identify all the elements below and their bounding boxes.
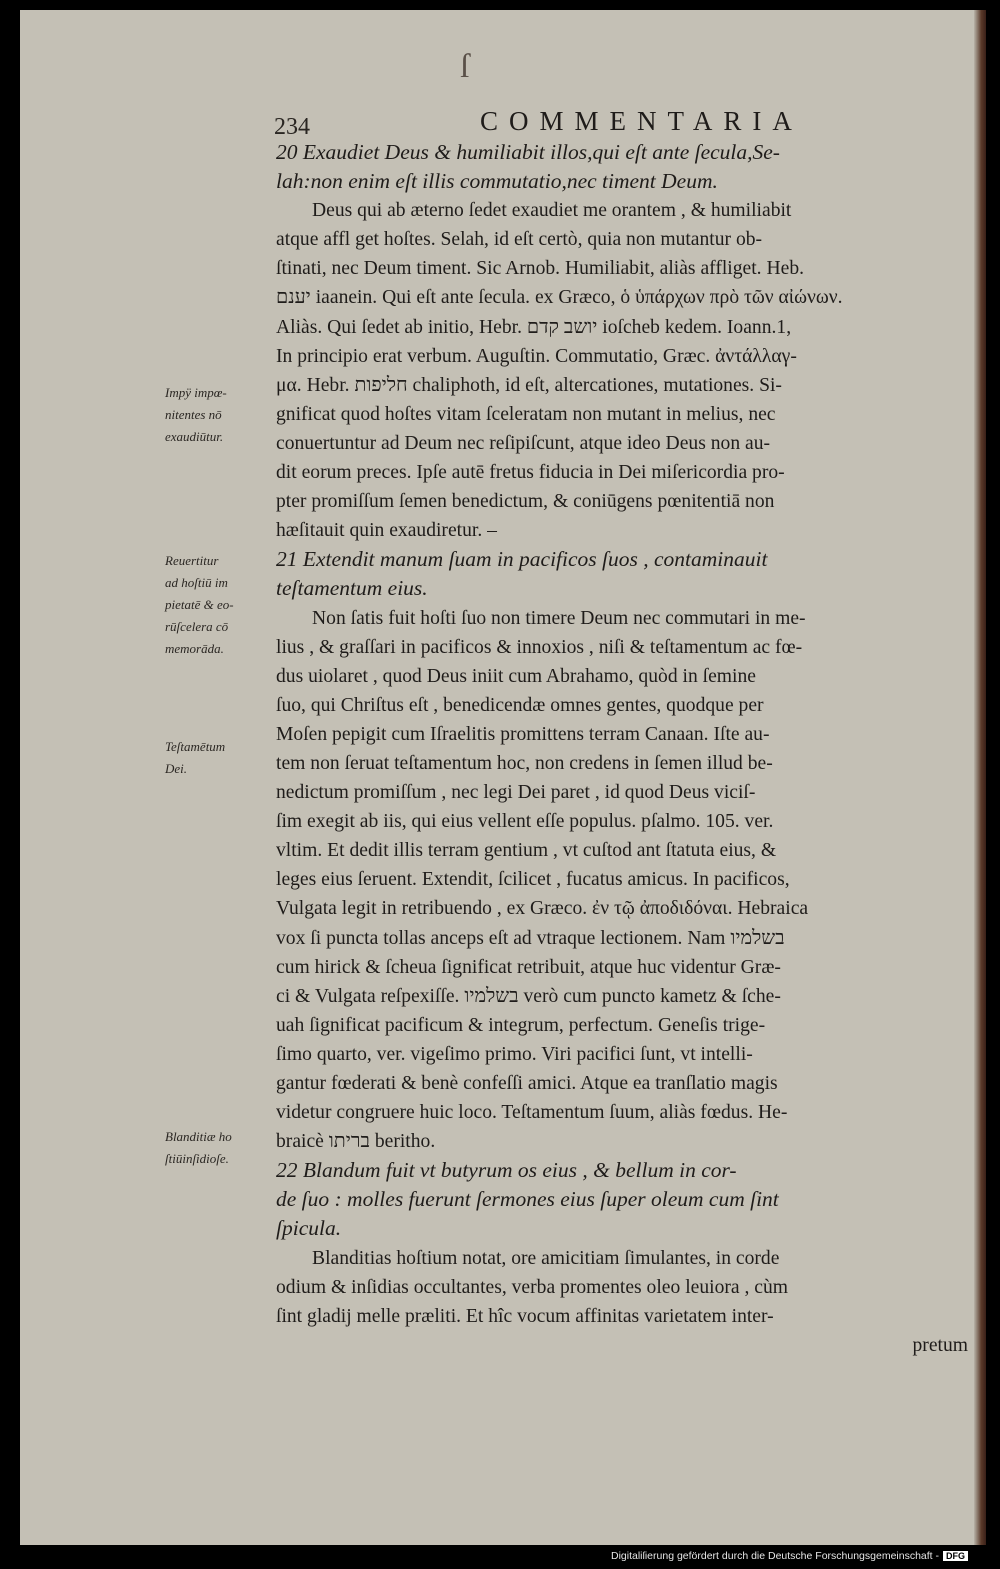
text-line: dit eorum preces. Ipſe autē fretus fiducia in Dei miſericordia pro-: [276, 462, 785, 484]
margin-line: Dei.: [165, 761, 188, 776]
margin-note-impii: [165, 382, 273, 448]
page-number: 234: [274, 114, 310, 140]
text-line: odium & inſidias occultantes, verba promentes oleo leuiora , cùm: [276, 1276, 789, 1298]
text-line: יענם iaanein. Qui eſt ante ſecula. ex Græco, ὁ ὑπάρχων πρὸ τῶν αἰώνων.: [276, 287, 843, 309]
text-line: dus uiolaret , quod Deus iniit cum Abrahamo, quòd in ſemine: [276, 665, 756, 687]
text-line: cum hirick & ſcheua ſignificat retribuit, atque huc videntur Græ-: [276, 956, 781, 978]
verse-22: [276, 1156, 976, 1243]
text-line: conuertuntur ad Deum nec reſipiſcunt, atque ideo Deus non au-: [276, 432, 771, 454]
text-line: lah:non enim eſt illis commutatio,nec timent Deum.: [276, 169, 718, 194]
text-line: ſtinati, nec Deum timent. Sic Arnob. Humiliabit, aliàs affliget. Heb.: [276, 258, 805, 280]
margin-note-reuertitur: [165, 550, 273, 660]
text-line: ſpicula.: [276, 1216, 342, 1241]
margin-line: Blanditiæ ho: [165, 1129, 232, 1144]
text-line: 21 Extendit manum ſuam in pacificos ſuos , contaminauit: [276, 547, 768, 572]
text-line: de ſuo : molles fuerunt ſermones eius ſuper oleum cum ſint: [276, 1187, 779, 1212]
text-line: pter promiſſum ſemen benedictum, & coniūgens pœnitentiā non: [276, 491, 775, 513]
text-line: leges eius ſeruent. Extendit, ſcilicet , fucatus amicus. In pacificos,: [276, 869, 790, 891]
text-line: In principio erat verbum. Auguſtin. Commutatio, Græc. ἀντάλλαγ-: [276, 345, 797, 367]
text-line: Aliàs. Qui ſedet ab initio, Hebr. יושב קדם ioſcheb kedem. Ioann.1,: [276, 316, 792, 338]
text-line: ſimo quarto, ver. vigeſimo primo. Viri pacifici ſunt, vt intelli-: [276, 1043, 753, 1065]
text-line: Non ſatis fuit hoſti ſuo non timere Deum nec commutari in me-: [312, 607, 806, 629]
digitization-footer: [611, 1550, 968, 1562]
text-line: vltim. Et dedit illis terram gentium , vt cuſtod ant ſtatuta eius, &: [276, 840, 777, 862]
footer-text: Digitaliſierung gefördert durch die Deutsche Forschungsgemeinschaft -: [611, 1550, 940, 1562]
margin-note-testamentum: [165, 736, 273, 780]
text-line: videtur congruere huic loco. Teſtamentum ſuum, aliàs fœdus. He-: [276, 1102, 788, 1124]
verse-21: [276, 545, 976, 603]
main-text: [276, 138, 976, 1360]
text-line: uah ſignificat pacificum & integrum, perfectum. Geneſis trige-: [276, 1014, 766, 1036]
text-line: hæſitauit quin exaudiretur. –: [276, 520, 497, 542]
running-head: [20, 102, 986, 142]
catchword: pretum: [912, 1334, 968, 1356]
verse-20: [276, 138, 976, 196]
text-line: braicè בריתו beritho.: [276, 1131, 436, 1153]
margin-line: pietatē & eo-: [165, 597, 234, 612]
margin-line: Teſtamētum: [165, 739, 226, 754]
text-line: tem non ſeruat teſtamentum hoc, non credens in ſemen illud be-: [276, 752, 773, 774]
text-line: Moſen pepigit cum Iſraelitis promittens terram Canaan. Iſte au-: [276, 723, 770, 745]
running-title: COMMENTARIA: [480, 106, 803, 136]
commentary-21: [276, 604, 976, 1157]
margin-line: exaudiūtur.: [165, 429, 224, 444]
text-line: ci & Vulgata reſpexiſſe. בשלמיו verò cum puncto kametz & ſche-: [276, 985, 781, 1007]
book-page: [20, 10, 986, 1545]
margin-line: rūſcelera cō: [165, 619, 229, 634]
text-line: Vulgata legit in retribuendo , ex Græco. ἐν τῷ ἀποδιδόναι. Hebraica: [276, 898, 809, 920]
text-line: atque affl get hoſtes. Selah, id eſt certò, quia non mutantur ob-: [276, 229, 763, 251]
commentary-20: [276, 196, 976, 545]
text-line: lius , & graſſari in pacificos & innoxios , niſi & teſtamentum ac fœ-: [276, 636, 803, 658]
margin-line: ad hoſtiū im: [165, 575, 228, 590]
text-line: μα. Hebr. חליפות chaliphoth, id eſt, altercationes, mutationes. Si-: [276, 374, 782, 396]
text-line: 20 Exaudiet Deus & humiliabit illos,qui eſt ante ſecula,Se-: [276, 140, 780, 164]
margin-line: Impÿ impœ-: [165, 385, 227, 400]
margin-line: memorāda.: [165, 641, 224, 656]
text-line: 22 Blandum fuit vt butyrum os eius , & bellum in cor-: [276, 1158, 737, 1183]
text-line: ſint gladij melle præliti. Et hîc vocum affinitas varietatem inter-: [276, 1305, 774, 1327]
text-line: vox ſi puncta tollas anceps eſt ad vtraque lectionem. Nam בשלמיו: [276, 927, 785, 949]
dfg-logo: DFG: [943, 1551, 968, 1561]
margin-line: nitentes nō: [165, 407, 222, 422]
margin-note-blanditiae: [165, 1126, 273, 1170]
text-line: gantur fœderati & benè confeſſi amici. Atque ea tranſlatio magis: [276, 1073, 778, 1094]
text-line: teſtamentum eius.: [276, 576, 428, 601]
pencil-mark: ſ: [460, 48, 470, 85]
text-line: ſuo, qui Chriſtus eſt , benedicendæ omnes gentes, quodque per: [276, 694, 764, 716]
text-line: gnificat quod hoſtes vitam ſceleratam non mutant in melius, nec: [276, 403, 776, 425]
text-line: Deus qui ab æterno ſedet exaudiet me orantem , & humiliabit: [312, 200, 792, 222]
margin-line: ſtiūinſidioſe.: [165, 1151, 229, 1166]
text-line: Blanditias hoſtium notat, ore amicitiam ſimulantes, in corde: [312, 1247, 780, 1269]
text-line: nedictum promiſſum , nec legi Dei paret , id quod Deus viciſ-: [276, 782, 756, 804]
margin-line: Reuertitur: [165, 553, 219, 568]
commentary-22: [276, 1244, 976, 1360]
text-line: ſim exegit ab iis, qui eius vellent eſſe populus. pſalmo. 105. ver.: [276, 811, 774, 833]
